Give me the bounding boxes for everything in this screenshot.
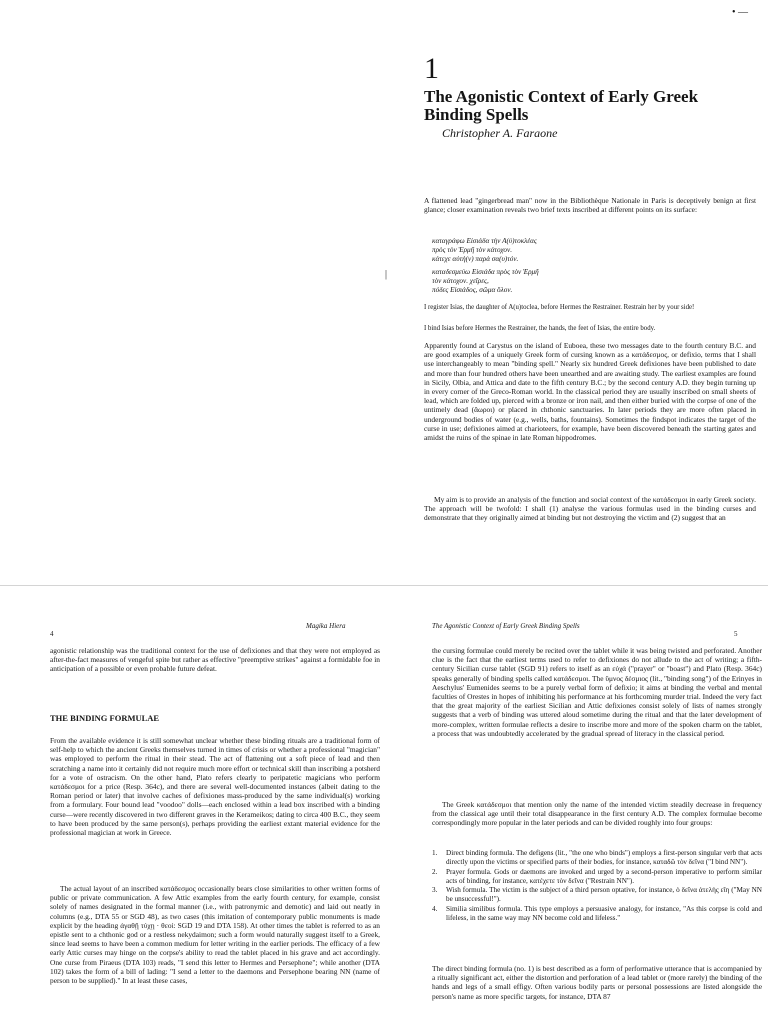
greek-line: πρὸς τὸν Ἑρμῆ τὸν κάτοχον. (432, 246, 513, 254)
body-paragraph: My aim is to provide an analysis of the function and social context of the κατάδεσμοι in early Greek society. The approach will be twofold: I shall (1) analyse the various formulas used in the binding curses and demonstrate that they originally aimed at binding but not destroying the victim and (2) suggest that an (424, 495, 756, 523)
author-name: Christopher A. Faraone (442, 126, 558, 140)
list-item (432, 905, 762, 923)
scan-mark: • — (732, 7, 749, 18)
running-head-right: The Agonistic Context of Early Greek Binding Spells (432, 622, 580, 630)
greek-line: πόδες Εἰσιάδος, σῶμα ὅλον. (432, 286, 513, 294)
chapter-title-line-2: Binding Spells (424, 105, 529, 124)
page-number-right: 5 (734, 630, 738, 638)
list-item-text: Wish formula. The victim is the subject of a third person optative, for instance, ὁ δεῖνα ἀτελὴς εἴη ("May NN be unsuccessful!"). (446, 886, 762, 903)
list-item (432, 849, 762, 867)
greek-line: κάτεχε αὐτὴ(ν) παρὰ σα(υ)τόν. (432, 255, 519, 263)
list-item (432, 868, 762, 886)
body-paragraph: Apparently found at Carystus on the island of Euboea, these two messages date to the fourth century B.C. and are good examples of a uniquely Greek form of cursing known as a κατάδεσμος, or defixio, terms that I shall use interchangeably to mean "binding spell." Nearly six hundred Greek defixiones have been published to date and more than four hundred others have been unearthed and are awaiting study. The earliest examples are found in Sicily, Olbia, and Attica and date to the fifth century B.C.; by the second century A.D. they begin turning up in every corner of the Greco-Roman world. In the classical period they are usually inscribed on small sheets of lead, which are folded up, pierced with a bronze or iron nail, and then either buried with the corpse of one of the untimely dead (ἄωροι) or placed in chthonic sanctuaries. In later periods they are more often placed in underground bodies of water (e.g., wells, baths, fountains). Sometimes the findspot indicates the target of the curse in use; defixiones aimed at charioteers, for example, have been discovered beneath the starting gates and amidst the ruins of the spinae in late Roman hippodromes. (424, 341, 756, 443)
list-item-number: 2. (432, 867, 438, 876)
greek-line: τὸν κάτοχον. χεῖρες, (432, 277, 489, 285)
formula-list (432, 849, 762, 923)
intro-paragraph: A flattened lead "gingerbread man" now in the Bibliothèque Nationale in Paris is deceptively benign at first glance; closer examination reveals two brief texts inscribed at different points on its surface: (424, 196, 756, 215)
chapter-title-line-1: The Agonistic Context of Early Greek (424, 87, 699, 106)
greek-line: καταδεσμεύω Εἰσιάδα πρὸς τὸν Ἑρμῆ (432, 268, 539, 276)
greek-line: καταγράφω Εἰσιάδα τὴν Α(ὐ)τοκλέας (432, 237, 537, 245)
body-paragraph: The direct binding formula (no. 1) is best described as a form of performative utterance that is accompanied by a ritually significant act, either the distortion and perforation of a lead tablet or (more rarely) the binding of the hands and legs of a small effigy. Often various bodily parts or personal possessions are listed alongside the person's name as more specific targets, for instance, DTA 87 (432, 964, 762, 1001)
body-paragraph: From the available evidence it is still somewhat unclear whether these binding rituals are a traditional form of self-help to which the ancient Greeks themselves turned in times of crisis or whether a professional "magician" was employed to perform the ritual in their stead. The act of flattening out a soft piece of lead and then scratching a name into it certainly did not require much more effort or technical skill than inscribing a potsherd for a vote of ostracism. On the other hand, Plato refers clearly to peripatetic magicians who perform κατάδεσμοι for a price (Resp. 364c), and there are several well-documented instances (albeit dating to the Roman period or later) that involve caches of defixiones mass-produced by the same individual(s) working from a formulary. Four bound lead "voodoo" dolls—each enclosed within a lead box inscribed with a binding curse—were recently discovered in two different graves in the Kerameikos; dating to circa 400 B.C., they seem to have been produced by the same person(s), perhaps providing the earliest extant material evidence for the professional magician at work in Greece. (50, 736, 380, 838)
body-paragraph: agonistic relationship was the traditional context for the use of defixiones and that they were not employed as after-the-fact measures of vengeful spite but rather as effective "preemptive strikes" against a formidable foe in anticipation of a possible or even probable future defeat. (50, 646, 380, 674)
body-paragraph: The Greek κατάδεσμοι that mention only the name of the intended victim steadily decrease in frequency from the classical age until their total disappearance in the first century A.D. The complex formulae become correspondingly more popular in the later periods and can be divided roughly into four groups: (432, 800, 762, 828)
chapter-title (424, 88, 698, 124)
list-item-number: 1. (432, 849, 438, 857)
greek-inscription-2 (432, 268, 742, 295)
list-item-text: Prayer formula. Gods or daemons are invoked and urged by a second-person imperative to perform similar acts of binding, for instance, κατέχετε τὸν δεῖνα ("Restrain NN"). (446, 867, 762, 885)
list-item-text: Similia similibus formula. This type employs a persuasive analogy, for instance, "As this corpse is cold and lifeless, in the same way may NN become cold and lifeless." (446, 904, 762, 922)
list-item-text: Direct binding formula. The defigens (lit., "the one who binds") employs a first-person singular verb that acts directly upon the victims or specified parts of their bodies, for instance, καταδῶ τὸν δεῖνα ("I bind NN"). (446, 849, 762, 866)
list-item-number: 4. (432, 904, 438, 913)
page-number-left: 4 (50, 630, 54, 638)
translation-2: I bind Isias before Hermes the Restrainer, the hands, the feet of Isias, the entire body. (424, 325, 656, 332)
list-item (432, 886, 762, 904)
chapter-number: 1 (424, 52, 439, 85)
translation-1: I register Isias, the daughter of A(u)toclea, before Hermes the Restrainer. Restrain her by your side! (424, 304, 695, 311)
body-paragraph: The actual layout of an inscribed κατάδεσμος occasionally bears close similarities to other written forms of public or private communication. A few Attic examples from the early fourth century, for example, consist solely of names designated in the formal manner (i.e., with patronymic and demotic) and laid out neatly in columns (e.g., DTA 55 or SGD 48), as two cases (this imitation of contemporary public monuments is made explicit by the heading ἀγαθῇ τύχῃ · θεοί: SGD 19 and DTA 158). At other times the tablet is referred to as an epistle sent to a chthonic god or a restless nekydaimon; such a form would naturally suggest itself to a Greek, since lead seems to have been a common medium for letter writing in the earlier periods. The efficacy of a few early Attic curses may hinge on the corpse's ability to read the tablet placed in his grave and act accordingly. One curse from Piraeus (DTA 103) reads, "I send this letter to Hermes and Persephone"; while another (DTA 102) takes the form of a bill of lading: "I send a letter to the daemons and Persephone bearing NN (name of person to be supplied)." In at least these cases, (50, 884, 380, 986)
greek-inscription-1 (432, 237, 742, 264)
section-heading: THE BINDING FORMULAE (50, 713, 160, 723)
page-divider (0, 585, 768, 586)
running-head-left: Magika Hiera (306, 622, 346, 630)
list-item-number: 3. (432, 886, 438, 894)
body-paragraph: the cursing formulae could merely be recited over the tablet while it was being twisted and perforated. Another clue is the fact that the earliest terms used to refer to defixiones do not allude to the act of writing; a fifth-century Sicilian curse tablet (SGD 91) refers to itself as an εὐχά ("prayer" or "boast") and Plato (Resp. 364c) speaks generally of binding spells called κατάδεσμοι. The ὕμνος δέσμιος (lit., "binding song") of the Erinyes in Aeschylus' Eumenides seems to be a purely verbal form of defixio; it aims at binding the verbal and mental faculties of Orestes in hopes of inhibiting his performance at his forthcoming murder trial. Indeed the very fact that the great majority of the earliest Sicilian and Attic defixiones consist solely of lists of names strongly suggests that a verb of binding was uttered aloud sometime during the ritual and that the later development of more-complex, written formulae reflects a desire to inscribe more and more of the spoken charm on the tablet, a process that was undoubtedly accelerated by the gradual spread of literacy in the classical period. (432, 646, 762, 738)
gutter-mark: | (385, 269, 388, 280)
